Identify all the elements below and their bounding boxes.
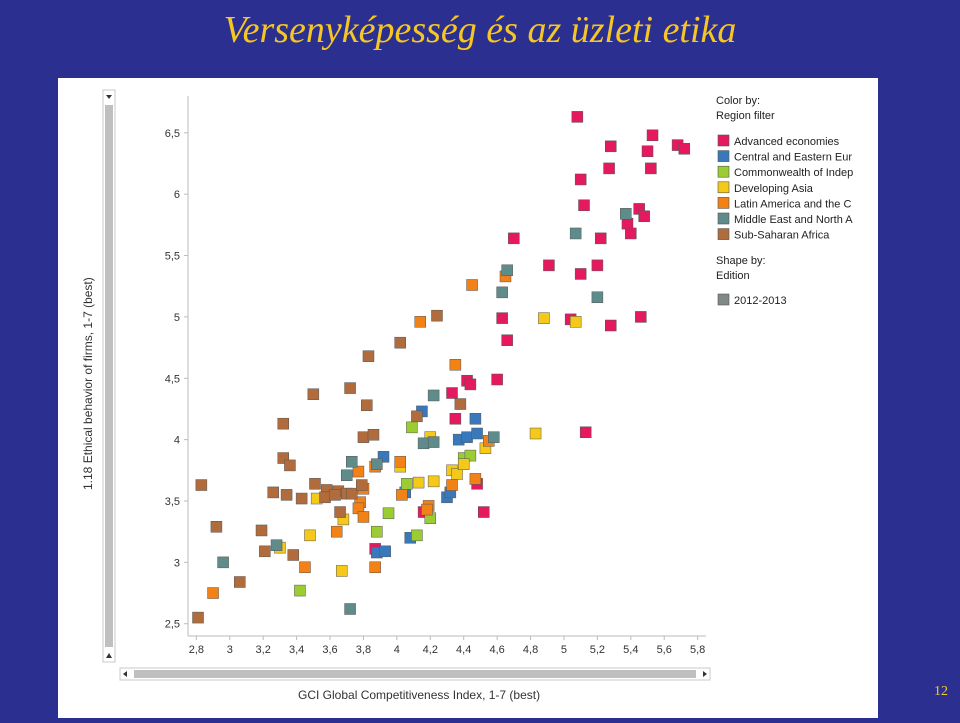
data-point[interactable] [335, 507, 346, 518]
data-point[interactable] [431, 310, 442, 321]
data-point[interactable] [605, 320, 616, 331]
data-point[interactable] [331, 526, 342, 537]
page-number: 12 [934, 684, 948, 699]
data-point[interactable] [502, 335, 513, 346]
data-point[interactable] [462, 432, 473, 443]
data-point[interactable] [622, 218, 633, 229]
x-tick-label: 5 [560, 644, 568, 656]
data-point[interactable] [470, 413, 481, 424]
data-point[interactable] [452, 469, 463, 480]
legend-swatch [718, 151, 729, 162]
x-tick-label: 4,8 [522, 644, 539, 656]
data-point[interactable] [294, 585, 305, 596]
legend-shape-swatch [718, 294, 729, 305]
x-tick-label: 3,8 [355, 644, 372, 656]
data-point[interactable] [370, 562, 381, 573]
scatter-chart [58, 78, 878, 718]
data-point[interactable] [259, 546, 270, 557]
data-point[interactable] [470, 473, 481, 484]
data-point[interactable] [447, 388, 458, 399]
data-point[interactable] [543, 260, 554, 271]
data-point[interactable] [415, 316, 426, 327]
data-point[interactable] [492, 374, 503, 385]
x-tick-label: 4,6 [489, 644, 505, 656]
data-point[interactable] [288, 550, 299, 561]
data-point[interactable] [428, 476, 439, 487]
x-tick-label: 4,4 [456, 644, 472, 656]
y-tick-label: 5,5 [164, 250, 180, 263]
data-point[interactable] [465, 379, 476, 390]
data-point[interactable] [383, 508, 394, 519]
x-tick-label: 5,6 [656, 644, 672, 656]
legend-shape-subheading: Edition [716, 270, 750, 282]
data-point[interactable] [345, 604, 356, 615]
data-point[interactable] [211, 521, 222, 532]
data-point[interactable] [406, 422, 417, 433]
data-point[interactable] [570, 228, 581, 239]
x-tick-label: 3,6 [322, 644, 338, 656]
data-point[interactable] [421, 504, 432, 515]
data-point[interactable] [428, 437, 439, 448]
x-tick-label: 5,2 [589, 644, 606, 656]
data-point[interactable] [320, 492, 331, 503]
data-point[interactable] [361, 400, 372, 411]
data-point[interactable] [356, 480, 367, 491]
data-point[interactable] [193, 612, 204, 623]
x-tick-label: 4 [393, 644, 400, 656]
data-point[interactable] [345, 383, 356, 394]
legend-shape-item: 2012-2013 [734, 295, 787, 307]
data-point[interactable] [467, 280, 478, 291]
data-point[interactable] [358, 432, 369, 443]
data-point[interactable] [308, 389, 319, 400]
legend-entry-label[interactable]: Latin America and the C [734, 198, 852, 211]
x-tick-label: 5,4 [623, 644, 639, 656]
y-tick-label: 3,5 [164, 496, 180, 508]
chart-panel [58, 78, 878, 718]
data-points [193, 111, 690, 623]
x-axis-label: GCI Global Competitiveness Index, 1-7 (best) [298, 688, 541, 702]
data-point[interactable] [396, 489, 407, 500]
data-point[interactable] [497, 287, 508, 298]
y-tick-label: 2,5 [164, 618, 180, 631]
data-point[interactable] [579, 200, 590, 211]
x-tick-label: 4,2 [422, 644, 438, 656]
y-axis-label: 1.18 Ethical behavior of firms, 1-7 (best) [81, 277, 95, 490]
legend-swatch [718, 197, 729, 208]
legend-entry-label[interactable]: Developing Asia [734, 182, 813, 195]
data-point[interactable] [395, 456, 406, 467]
x-tick-label: 2,8 [188, 644, 205, 656]
data-point[interactable] [418, 438, 429, 449]
data-point[interactable] [256, 525, 267, 536]
data-point[interactable] [592, 292, 603, 303]
data-point[interactable] [530, 428, 541, 439]
y-tick-label: 6,5 [164, 127, 180, 140]
x-tick-label: 5,8 [689, 644, 706, 656]
data-point[interactable] [271, 540, 282, 551]
data-point[interactable] [284, 460, 295, 471]
data-point[interactable] [575, 268, 586, 279]
x-tick-label: 3,4 [288, 644, 305, 656]
y-ticks [165, 128, 188, 631]
slide-title: Versenyképesség és az üzleti etika [223, 9, 737, 51]
legend-swatch [718, 166, 729, 177]
data-point[interactable] [363, 351, 374, 362]
data-point[interactable] [604, 163, 615, 174]
data-point[interactable] [341, 470, 352, 481]
data-point[interactable] [639, 211, 650, 222]
data-point[interactable] [595, 233, 606, 244]
legend-items [718, 135, 853, 242]
data-point[interactable] [304, 530, 315, 541]
data-point[interactable] [368, 429, 379, 440]
legend-entry-label[interactable]: Central and Eastern Eur [734, 151, 853, 164]
data-point[interactable] [642, 146, 653, 157]
data-point[interactable] [309, 478, 320, 489]
horizontal-scroll-thumb[interactable] [134, 670, 696, 678]
data-point[interactable] [196, 480, 207, 491]
data-point[interactable] [281, 489, 292, 500]
x-tick-label: 3,2 [255, 644, 271, 656]
data-point[interactable] [395, 337, 406, 348]
data-point[interactable] [455, 399, 466, 410]
data-point[interactable] [447, 480, 458, 491]
legend-swatch [718, 229, 729, 240]
data-point[interactable] [592, 260, 603, 271]
data-point[interactable] [380, 546, 391, 557]
data-point[interactable] [346, 488, 357, 499]
data-point[interactable] [371, 459, 382, 470]
legend-color-subheading: Region filter [716, 110, 775, 122]
y-tick-label: 4,5 [164, 373, 180, 386]
data-point[interactable] [620, 208, 631, 219]
data-point[interactable] [299, 562, 310, 573]
data-point[interactable] [413, 477, 424, 488]
legend-color-heading: Color by: [716, 95, 761, 107]
data-point[interactable] [570, 316, 581, 327]
data-point[interactable] [605, 141, 616, 152]
data-point[interactable] [679, 143, 690, 154]
data-point[interactable] [580, 427, 591, 438]
data-point[interactable] [538, 313, 549, 324]
data-point[interactable] [497, 313, 508, 324]
data-point[interactable] [336, 565, 347, 576]
data-point[interactable] [401, 478, 412, 489]
data-point[interactable] [508, 233, 519, 244]
data-point[interactable] [575, 174, 586, 185]
data-point[interactable] [472, 428, 483, 439]
data-point[interactable] [478, 507, 489, 518]
data-point[interactable] [208, 588, 219, 599]
legend-entry-label[interactable]: Advanced economies [734, 136, 840, 148]
legend-entry-label[interactable]: Sub-Saharan Africa [734, 229, 830, 242]
data-point[interactable] [234, 577, 245, 588]
x-ticks [189, 636, 706, 656]
data-point[interactable] [371, 526, 382, 537]
legend-entry-label[interactable]: Commonwealth of Indep [734, 167, 854, 180]
data-point[interactable] [358, 511, 369, 522]
data-point[interactable] [450, 413, 461, 424]
data-point[interactable] [635, 311, 646, 322]
y-tick-label: 4 [173, 434, 180, 447]
y-tick-label: 3 [173, 557, 180, 570]
y-tick-label: 5 [173, 311, 180, 324]
data-point[interactable] [488, 432, 499, 443]
legend-swatch [718, 135, 729, 146]
legend-shape-heading: Shape by: [716, 255, 766, 267]
legend [716, 95, 853, 307]
legend-swatch [718, 182, 729, 193]
data-point[interactable] [330, 489, 341, 500]
data-point[interactable] [645, 163, 656, 174]
vertical-scroll-thumb[interactable] [105, 105, 113, 647]
data-point[interactable] [268, 487, 279, 498]
x-tick-label: 3 [226, 644, 233, 656]
data-point[interactable] [353, 466, 364, 477]
data-point[interactable] [411, 530, 422, 541]
data-point[interactable] [411, 411, 422, 422]
y-tick-label: 6 [173, 189, 180, 202]
data-point[interactable] [428, 390, 439, 401]
data-point[interactable] [625, 228, 636, 239]
data-point[interactable] [218, 557, 229, 568]
data-point[interactable] [296, 493, 307, 504]
data-point[interactable] [572, 111, 583, 122]
data-point[interactable] [346, 456, 357, 467]
data-point[interactable] [450, 359, 461, 370]
data-point[interactable] [502, 265, 513, 276]
data-point[interactable] [458, 459, 469, 470]
data-point[interactable] [647, 130, 658, 141]
legend-entry-label[interactable]: Middle East and North A [734, 214, 853, 226]
data-point[interactable] [278, 418, 289, 429]
legend-swatch [718, 213, 729, 224]
